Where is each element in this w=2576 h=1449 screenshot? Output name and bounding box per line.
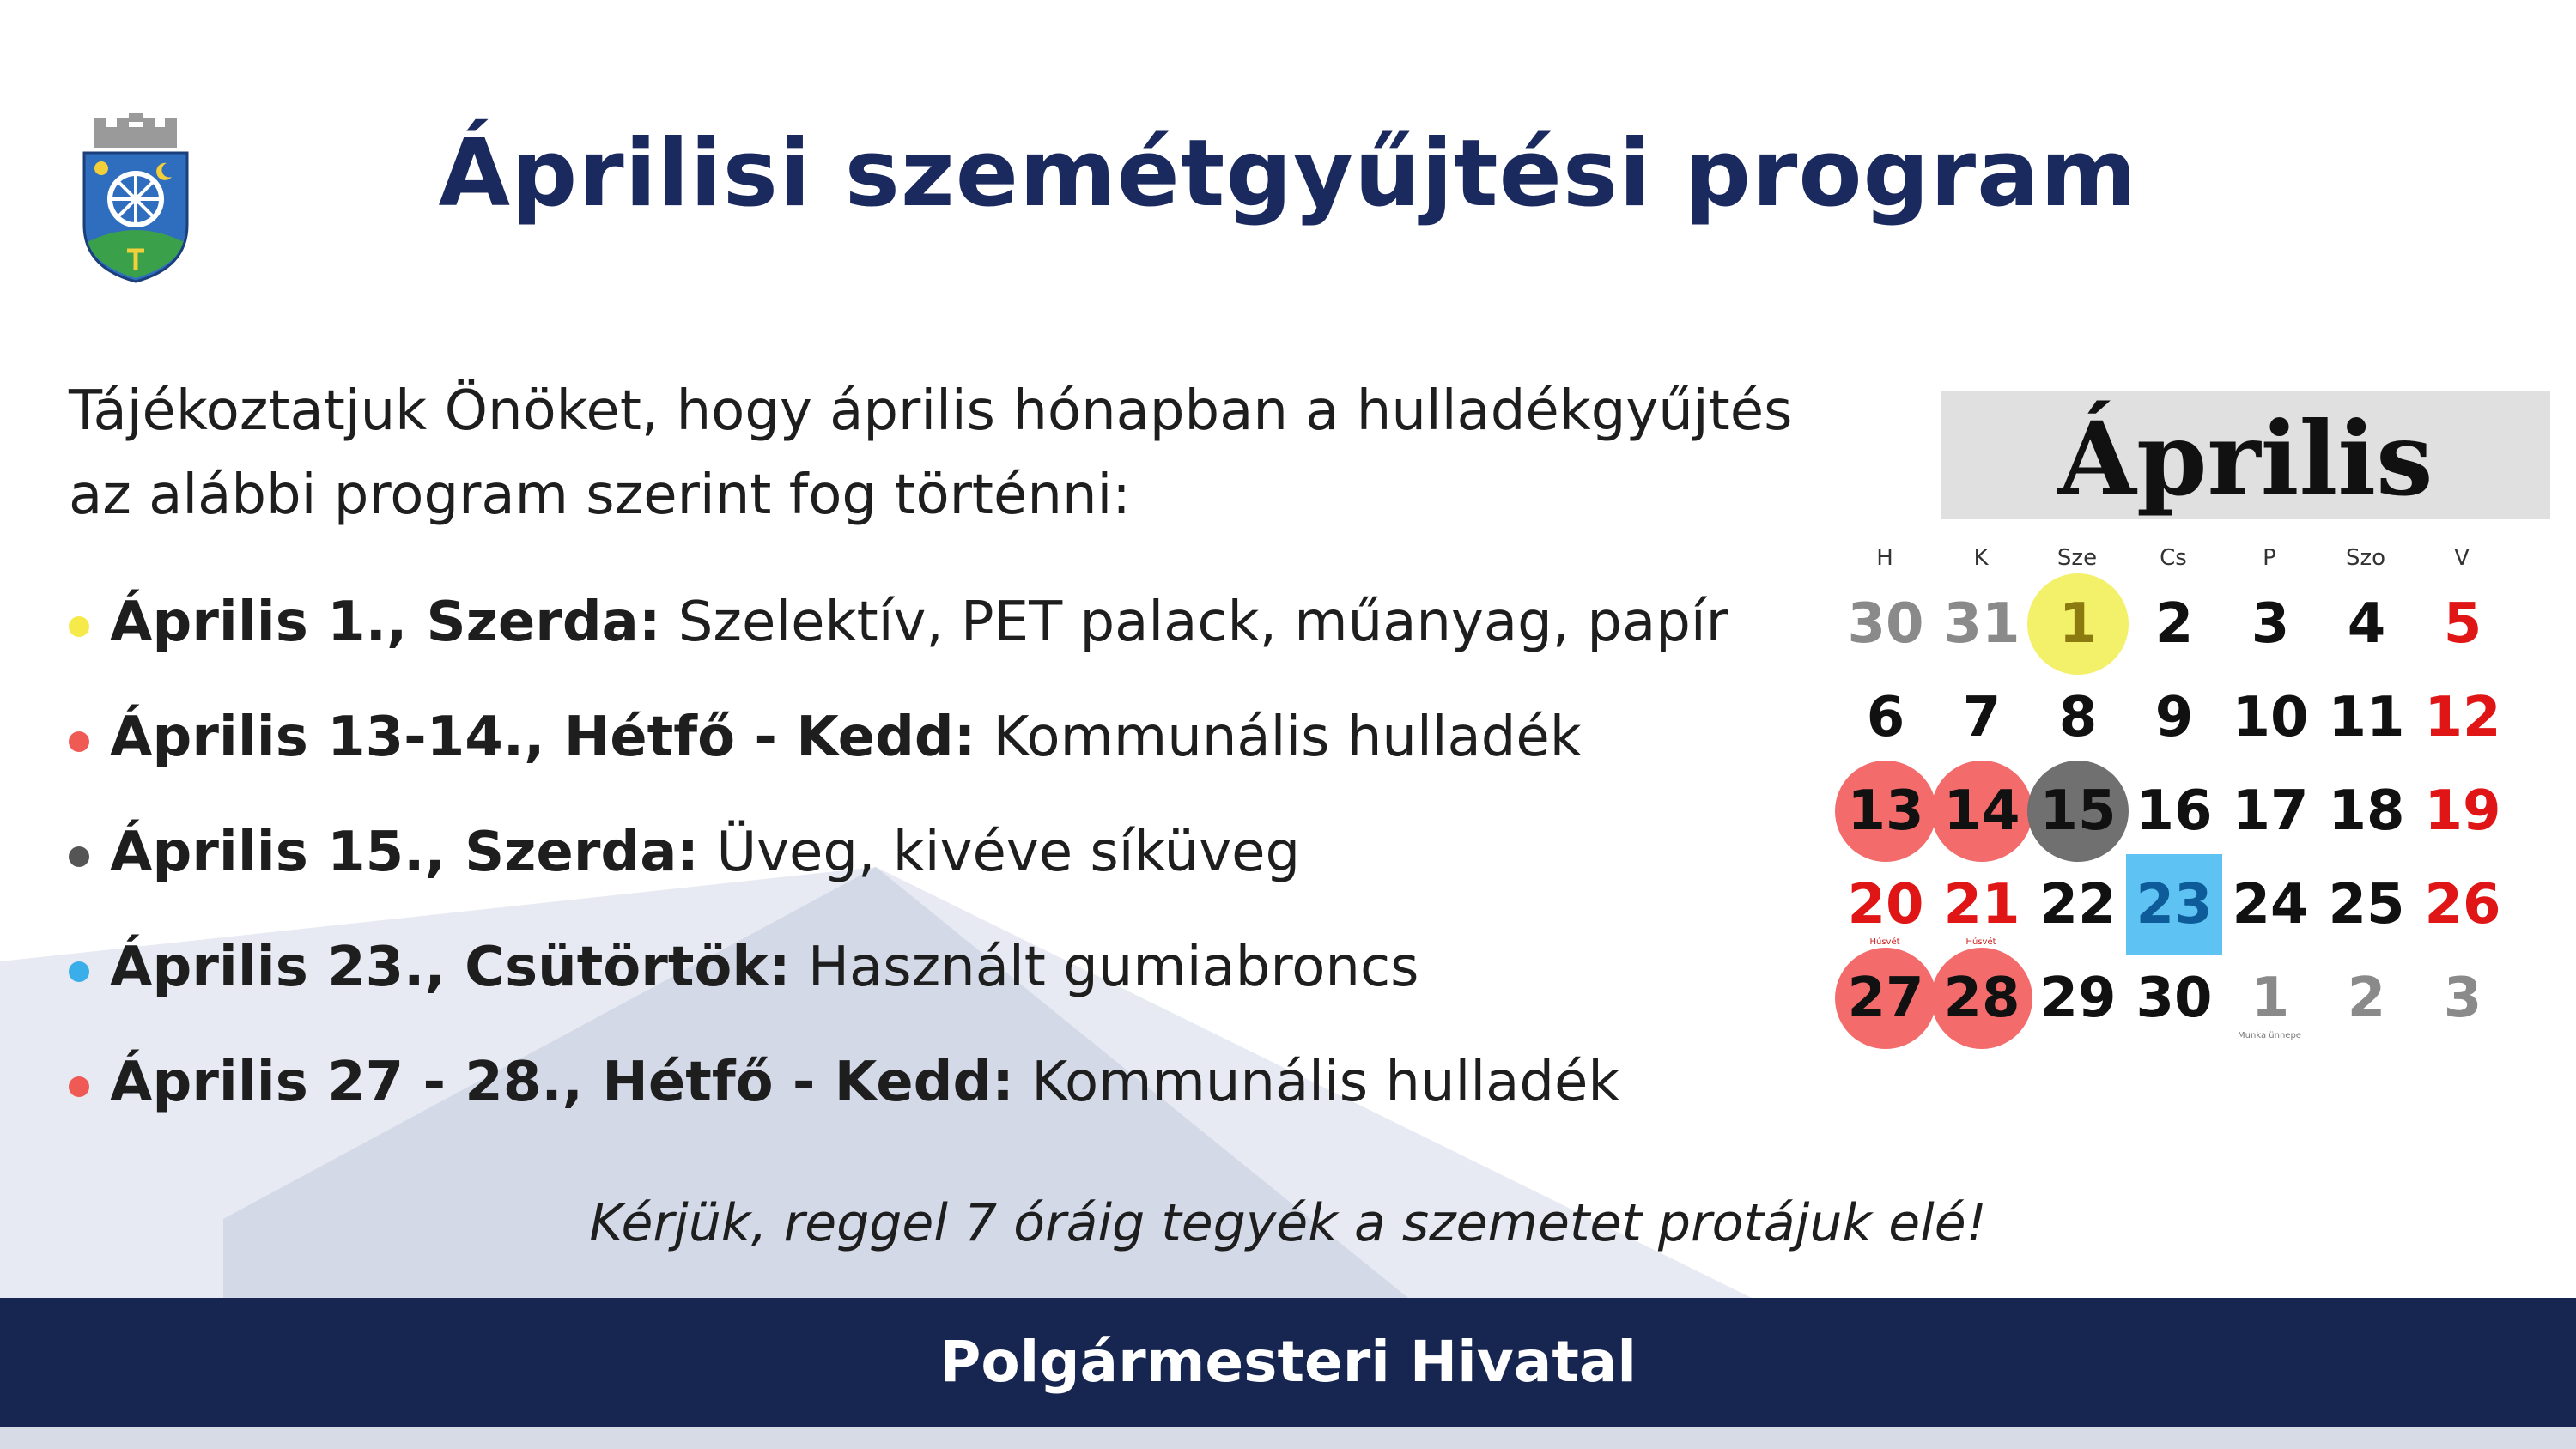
calendar-day: 21 [1943, 873, 2020, 937]
calendar-day: 28 [1943, 967, 2020, 1030]
bullet-dot [69, 846, 89, 867]
calendar-day: 29 [2039, 967, 2117, 1030]
calendar-day: 4 [2347, 592, 2386, 656]
calendar-day: 11 [2328, 686, 2405, 749]
holiday-note: Munka ünnepe [2238, 1031, 2301, 1040]
schedule-list [69, 584, 1872, 1159]
calendar-day: 12 [2424, 686, 2501, 749]
calendar-day: 19 [2424, 779, 2501, 843]
weekday-label: Cs [2160, 545, 2187, 571]
bullet-dot [69, 731, 89, 752]
calendar-day: 14 [1943, 779, 2020, 843]
bullet-dot [69, 616, 89, 637]
footer-strip [0, 1427, 2576, 1449]
reminder-note: Kérjük, reggel 7 óráig tegyék a szemetet protájuk elé! [589, 1193, 1987, 1253]
calendar-day: 30 [1847, 592, 1924, 656]
calendar-day: 3 [2251, 592, 2290, 656]
calendar-day: 31 [1943, 592, 2020, 656]
calendar-grid [1838, 545, 2559, 1040]
calendar-day: 3 [2443, 967, 2482, 1030]
schedule-description: Használt gumiabroncs [790, 936, 1419, 999]
calendar-day: 16 [2136, 779, 2213, 843]
calendar-day: 24 [2232, 873, 2309, 937]
calendar-month-title: Április [2057, 399, 2433, 518]
weekday-label: V [2454, 545, 2470, 571]
schedule-date: Április 13-14., Hétfő - Kedd: [110, 706, 976, 769]
bullet-dot [69, 1076, 89, 1097]
schedule-description: Üveg, kivéve síküveg [698, 821, 1301, 884]
calendar-header [1941, 391, 2550, 519]
calendar-day: 13 [1847, 779, 1924, 843]
schedule-description: Kommunális hulladék [975, 706, 1582, 769]
footer-text: Polgármesteri Hivatal [939, 1329, 1637, 1395]
calendar-day: 17 [2232, 779, 2309, 843]
bullet-dot [69, 961, 89, 982]
footer-bar [0, 1298, 2576, 1427]
intro-text: Tájékoztatjuk Önöket, hogy április hónapban a hulladékgyűjtés az alábbi program szerint fog történni: [69, 379, 1793, 527]
holiday-note: Húsvét [1869, 937, 1900, 947]
weekday-label: K [1973, 545, 1989, 571]
schedule-item-text [110, 929, 1419, 1006]
calendar-day: 1 [2058, 592, 2098, 656]
schedule-description: Szelektív, PET palack, műanyag, papír [660, 591, 1728, 654]
weekday-label: Sze [2057, 545, 2098, 571]
calendar-day: 6 [1866, 686, 1905, 749]
schedule-item [69, 1044, 1872, 1159]
holiday-note: Húsvét [1965, 937, 1996, 947]
calendar-day: 1 [2251, 967, 2290, 1030]
schedule-description: Kommunális hulladék [1013, 1051, 1620, 1114]
schedule-item [69, 929, 1872, 1044]
weekday-label: Szo [2345, 545, 2386, 571]
calendar-day: 26 [2424, 873, 2501, 937]
calendar-day: 10 [2232, 686, 2309, 749]
april-calendar [1838, 391, 2559, 1043]
calendar-day: 5 [2443, 592, 2482, 656]
calendar-day: 9 [2154, 686, 2194, 749]
schedule-item [69, 699, 1872, 814]
schedule-date: Április 15., Szerda: [110, 821, 699, 884]
calendar-day: 18 [2328, 779, 2405, 843]
calendar-day: 8 [2058, 686, 2098, 749]
calendar-day: 23 [2136, 873, 2213, 937]
schedule-item-text [110, 814, 1300, 891]
page-title: Áprilisi szemétgyűjtési program [438, 120, 2138, 227]
schedule-date: Április 23., Csütörtök: [110, 936, 791, 999]
weekday-label: H [1876, 545, 1893, 571]
schedule-item-text [110, 1044, 1619, 1121]
calendar-day: 30 [2136, 967, 2213, 1030]
calendar-day: 20 [1847, 873, 1924, 937]
calendar-day: 27 [1847, 967, 1924, 1030]
calendar-day: 25 [2328, 873, 2405, 937]
calendar-day: 7 [1962, 686, 2002, 749]
calendar-day: 22 [2039, 873, 2117, 937]
calendar-day: 2 [2154, 592, 2194, 656]
schedule-item-text [110, 699, 1582, 776]
schedule-date: Április 1., Szerda: [110, 591, 661, 654]
schedule-item-text [110, 584, 1728, 661]
schedule-date: Április 27 - 28., Hétfő - Kedd: [110, 1051, 1014, 1114]
weekday-label: P [2263, 545, 2276, 571]
schedule-item [69, 584, 1872, 699]
calendar-day: 2 [2347, 967, 2386, 1030]
calendar-day: 15 [2039, 779, 2117, 843]
schedule-item [69, 814, 1872, 929]
